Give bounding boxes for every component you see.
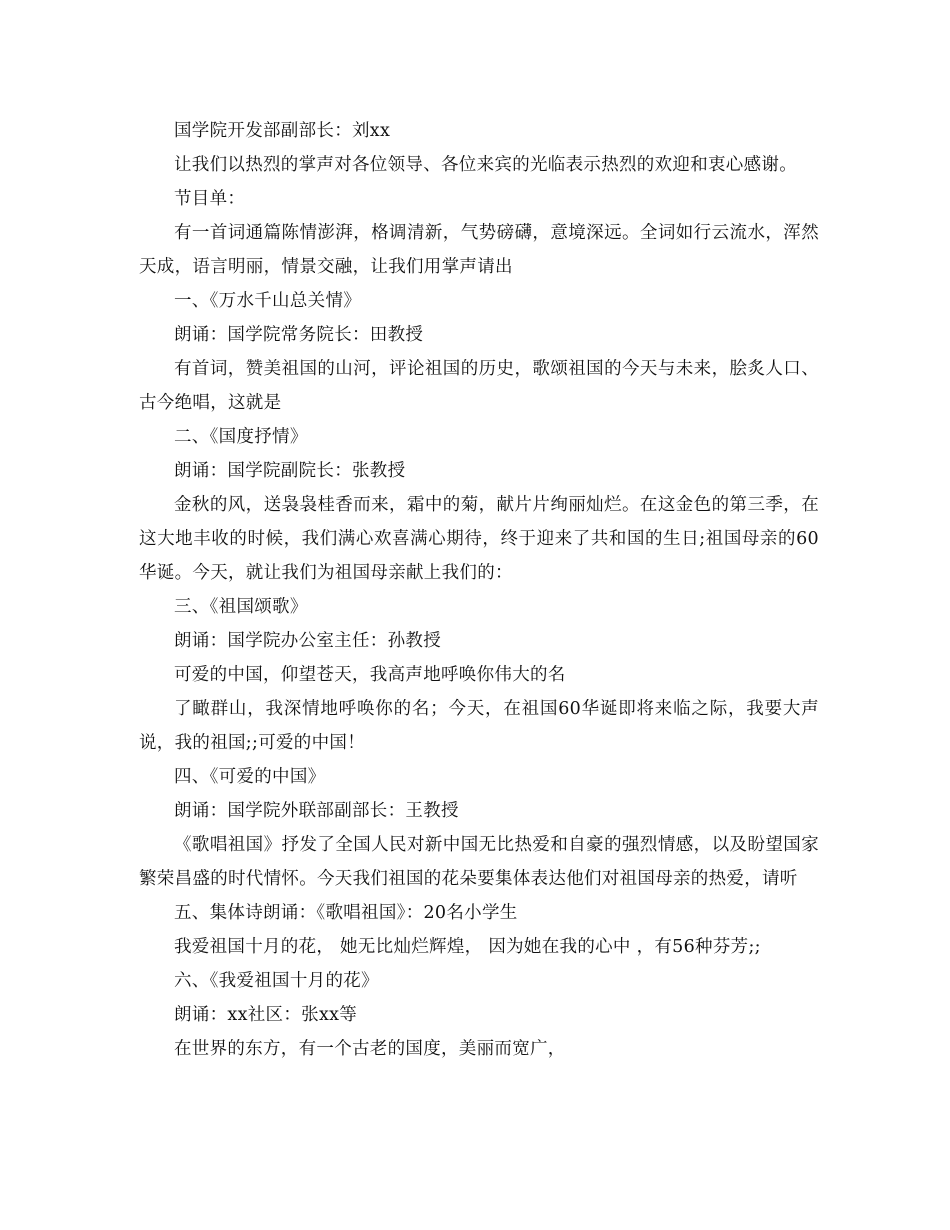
- paragraph: 有首词，赞美祖国的山河，评论祖国的历史，歌颂祖国的今天与未来，脍炙人口、古今绝唱，这就是: [139, 359, 819, 413]
- program-item-title: 三、《祖国颂歌》: [174, 597, 308, 617]
- text-line: 在世界的东方，有一个古老的国度，美丽而宽广，: [174, 1039, 566, 1059]
- text-line: 国学院开发部副部长：刘xx: [174, 121, 391, 141]
- paragraph: 了瞰群山，我深情地呼唤你的名；今天，在祖国60华诞即将来临之际，我要大声说，我的祖国;;可爱的中国！: [139, 699, 819, 753]
- program-item-title: 一、《万水千山总关情》: [174, 291, 362, 311]
- reciter-line: 朗诵：xx社区：张xx等: [174, 1005, 358, 1025]
- reciter-line: 朗诵：国学院常务院长：田教授: [174, 325, 424, 345]
- program-item-title: 四、《可爱的中国》: [174, 767, 326, 787]
- program-item-title: 五、集体诗朗诵：《歌唱祖国》：20名小学生: [174, 903, 518, 923]
- text-line: 我爱祖国十月的花， 她无比灿烂辉煌， 因为她在我的心中 ，有56种芬芳;;: [174, 937, 761, 957]
- text-line: 让我们以热烈的掌声对各位领导、各位来宾的光临表示热烈的欢迎和衷心感谢。: [174, 155, 797, 175]
- document-body: [139, 114, 819, 1066]
- program-item-title: 六、《我爱祖国十月的花》: [174, 971, 379, 991]
- reciter-line: 朗诵：国学院副院长：张教授: [174, 461, 406, 481]
- text-line: 可爱的中国，仰望苍天，我高声地呼唤你伟大的名: [174, 665, 566, 685]
- reciter-line: 朗诵：国学院办公室主任：孙教授: [174, 631, 441, 651]
- text-line: 节目单：: [174, 189, 246, 209]
- reciter-line: 朗诵：国学院外联部副部长：王教授: [174, 801, 459, 821]
- paragraph: 金秋的风，送袅袅桂香而来，霜中的菊，献片片绚丽灿烂。在这金色的第三季，在这大地丰收的时候，我们满心欢喜满心期待，终于迎来了共和国的生日;祖国母亲的60华诞。今天，就让我们为祖国母亲献上我们的：: [139, 495, 819, 583]
- program-item-title: 二、《国度抒情》: [174, 427, 308, 447]
- paragraph: 《歌唱祖国》抒发了全国人民对新中国无比热爱和自豪的强烈情感，以及盼望国家繁荣昌盛的时代情怀。今天我们祖国的花朵要集体表达他们对祖国母亲的热爱，请听: [139, 835, 819, 889]
- paragraph: 有一首词通篇陈情澎湃，格调清新，气势磅礴，意境深远。全词如行云流水，浑然天成，语言明丽，情景交融，让我们用掌声请出: [139, 223, 819, 277]
